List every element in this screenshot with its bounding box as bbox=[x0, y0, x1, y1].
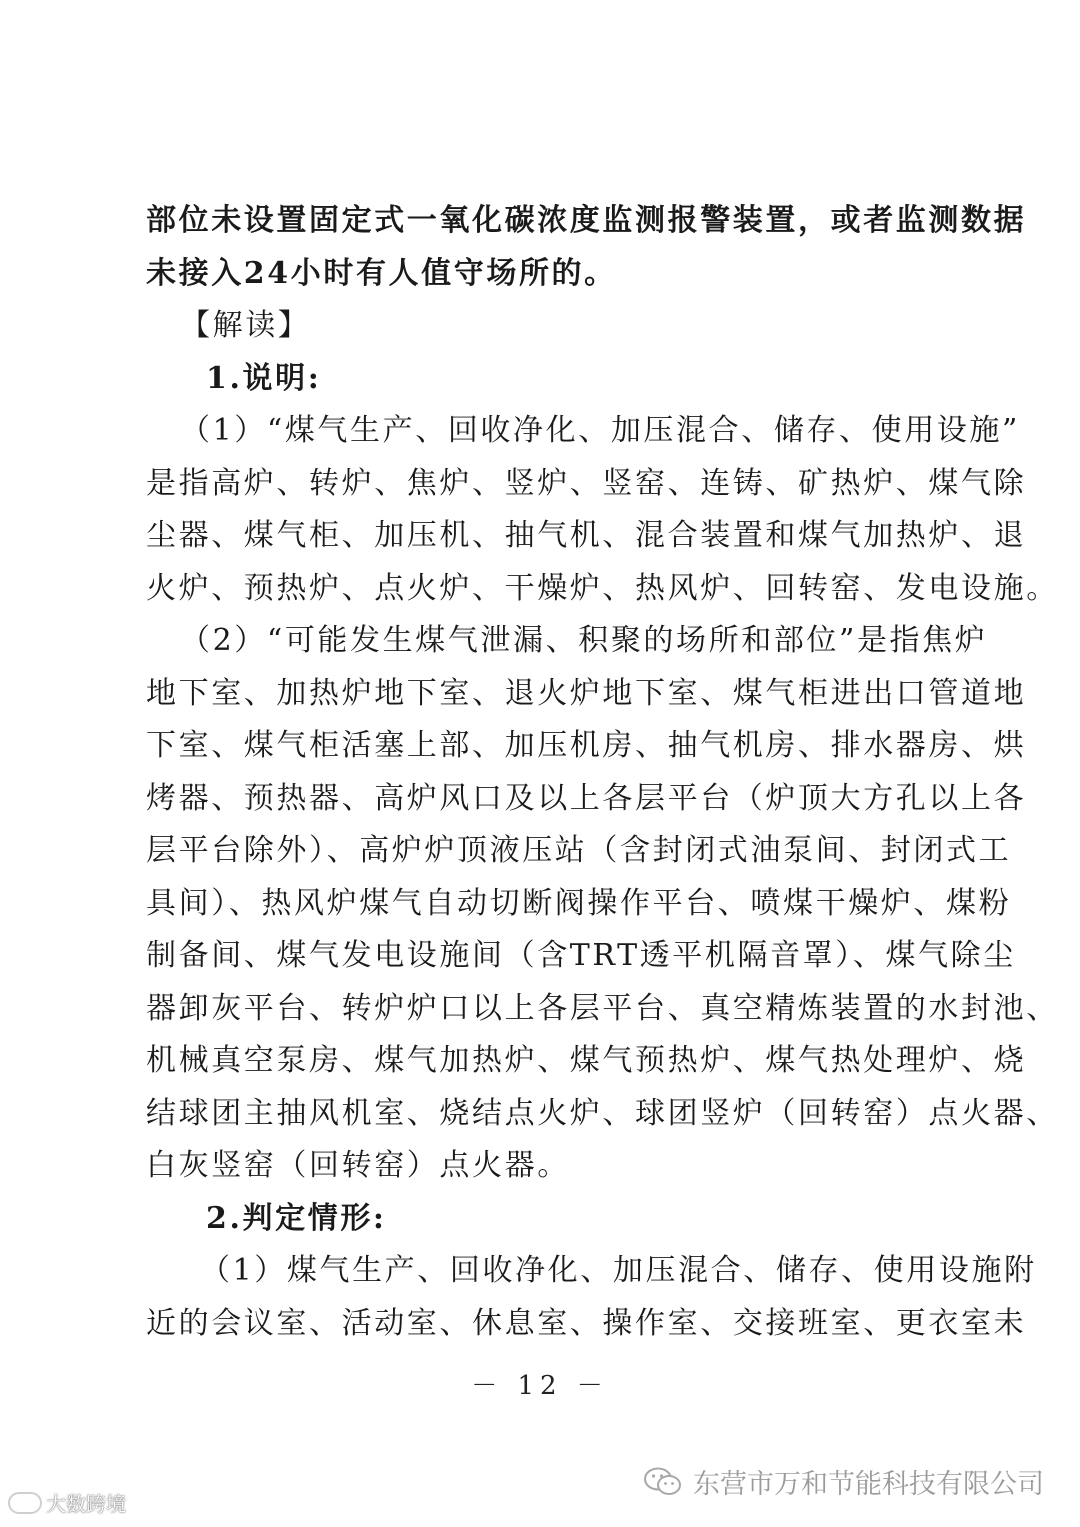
text-line: 层平台除外）、高炉炉顶液压站（含封闭式油泵间、封闭式工 bbox=[146, 833, 1012, 868]
text-line: 器卸灰平台、转炉炉口以上各层平台、真空精炼装置的水封池、 bbox=[146, 990, 1059, 1026]
text-line: 火炉、预热炉、点火炉、干燥炉、热风炉、回转窑、发电设施。 bbox=[146, 570, 1059, 606]
text-line: （1）煤气生产、回收净化、加压混合、储存、使用设施附 bbox=[200, 1253, 1037, 1288]
brand-logo-icon bbox=[8, 1492, 42, 1514]
document-body bbox=[146, 195, 1059, 1350]
text-line: 白灰竖窑（回转窑）点火器。 bbox=[146, 1148, 570, 1183]
watermark-left-text: 大数跨境 bbox=[46, 1492, 126, 1516]
wechat-icon bbox=[643, 1466, 683, 1498]
text-line: 具间）、热风炉煤气自动切断阀操作平台、喷煤干燥炉、煤粉 bbox=[146, 885, 1012, 921]
text-line: 1.说明: bbox=[206, 360, 322, 396]
text-line: 烤器、预热器、高炉风口及以上各层平台（炉顶大方孔以上各 bbox=[146, 780, 1027, 816]
text-line: 是指高炉、转炉、焦炉、竖炉、竖窑、连铸、矿热炉、煤气除 bbox=[146, 465, 1027, 501]
text-line: 【解读】 bbox=[180, 308, 311, 343]
text-line: 结球团主抽风机室、烧结点火炉、球团竖炉（回转窑）点火器、 bbox=[146, 1095, 1059, 1131]
watermark-right bbox=[643, 1462, 1044, 1501]
text-line: 部位未设置固定式一氧化碳浓度监测报警装置，或者监测数据 bbox=[146, 203, 1027, 238]
text-line: 2.判定情形: bbox=[206, 1200, 387, 1236]
text-line: 机械真空泵房、煤气加热炉、煤气预热炉、煤气热处理炉、烧 bbox=[146, 1043, 1027, 1078]
watermark-left bbox=[8, 1488, 126, 1517]
text-line: 近的会议室、活动室、休息室、操作室、交接班室、更衣室未 bbox=[146, 1305, 1027, 1341]
text-line: 制备间、煤气发电设施间（含TRT透平机隔音罩）、煤气除尘 bbox=[146, 938, 1016, 973]
page-number: － 12 － bbox=[471, 1371, 609, 1401]
text-line: （1）“煤气生产、回收净化、加压混合、储存、使用设施” bbox=[180, 413, 1020, 448]
watermark-right-text: 东营市万和节能科技有限公司 bbox=[693, 1469, 1044, 1500]
text-line: 尘器、煤气柜、加压机、抽气机、混合装置和煤气加热炉、退 bbox=[146, 518, 1027, 553]
text-line: 地下室、加热炉地下室、退火炉地下室、煤气柜进出口管道地 bbox=[146, 675, 1027, 711]
text-line: 下室、煤气柜活塞上部、加压机房、抽气机房、排水器房、烘 bbox=[146, 728, 1027, 763]
text-line: 未接入24小时有人值守场所的。 bbox=[146, 255, 617, 291]
text-line: （2）“可能发生煤气泄漏、积聚的场所和部位”是指焦炉 bbox=[180, 623, 988, 658]
